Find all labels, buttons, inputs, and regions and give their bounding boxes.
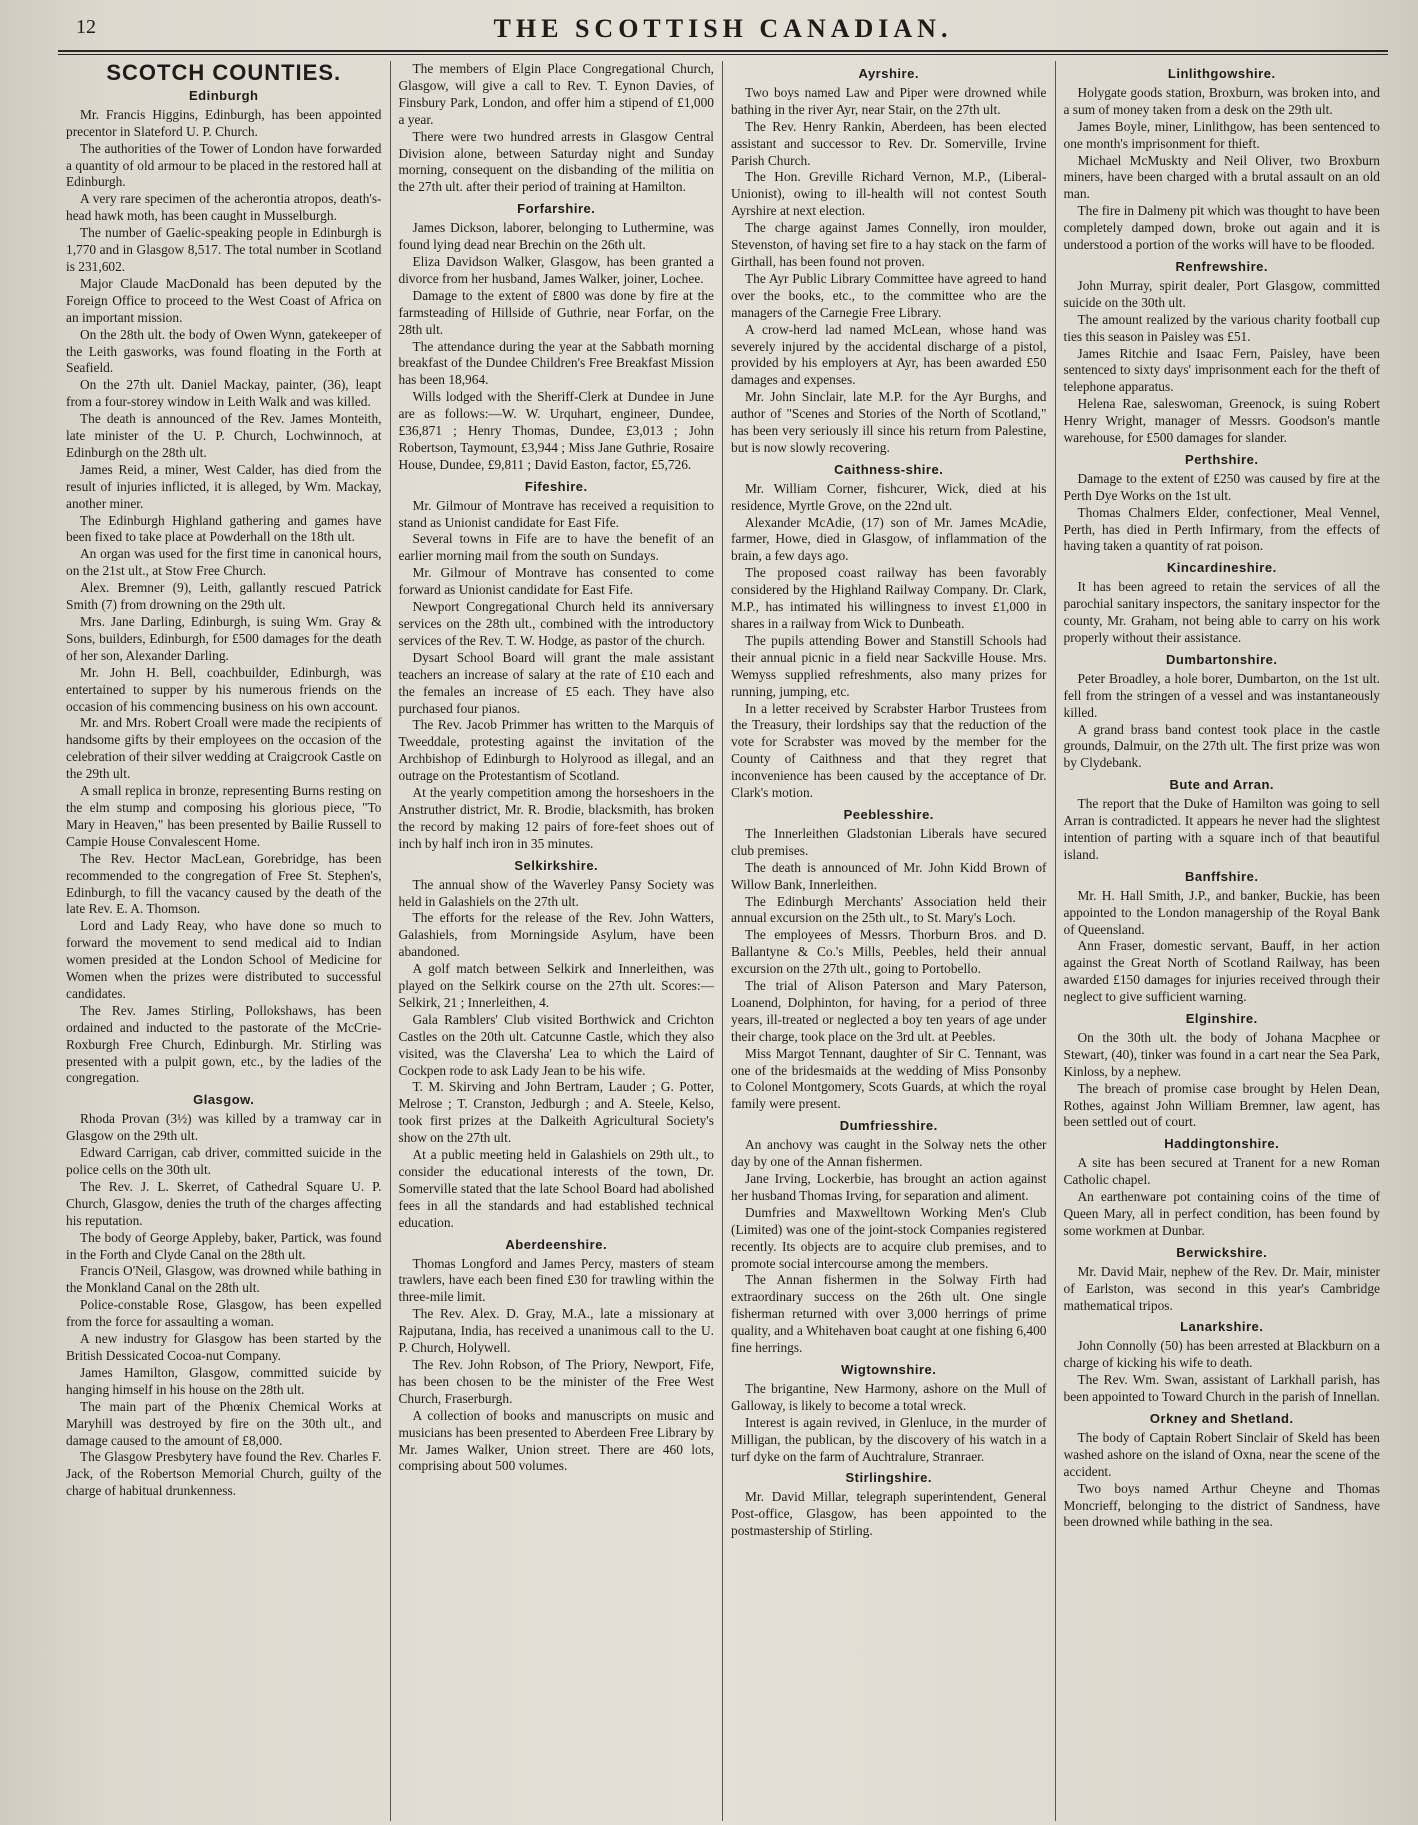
news-item: James Reid, a miner, West Calder, has died from the result of injuries inflicted, it is alleged, by Wm. Mackay, another miner. xyxy=(66,461,382,511)
news-item: The Innerleithen Gladstonian Liberals have secured club premises. xyxy=(731,825,1047,858)
news-item: Police-constable Rose, Glasgow, has been expelled from the force for assaulting a woman. xyxy=(66,1297,382,1330)
news-item: The number of Gaelic-speaking people in Edinburgh is 1,770 and in Glasgow 8,517. The total number in Scotland is 231,602. xyxy=(66,225,382,274)
news-item: The death is announced of Mr. John Kidd Brown of Willow Bank, Innerleithen. xyxy=(731,859,1047,892)
news-item: Mr. David Millar, telegraph superintendent, General Post-office, Glasgow, has been appointed to the postmastership of Stirling. xyxy=(731,1489,1047,1539)
news-item: Mr. David Mair, nephew of the Rev. Dr. Mair, minister of Earlston, was second in this year's Cambridge mathematical tripos. xyxy=(1063,1263,1380,1313)
news-item: Mr. and Mrs. Robert Croall were made the recipients of handsome gifts by their employees on the occasion of the celebration of their silver wedding at Craigcrook Castle on the 29th ult. xyxy=(66,715,382,782)
county-heading: Haddingtonshire. xyxy=(1164,1136,1280,1152)
news-item: The authorities of the Tower of London have forwarded a quantity of old armour to be placed in the restored hall at Edinburgh. xyxy=(66,140,382,190)
news-item: Francis O'Neil, Glasgow, was drowned while bathing in the Monkland Canal on the 28th ult. xyxy=(66,1263,382,1296)
news-item: A grand brass band contest took place in the castle grounds, Dalmuir, on the 27th ult. The first prize was won by Clydebank. xyxy=(1063,721,1380,771)
news-item: The efforts for the release of the Rev. John Watters, Galashiels, from Morningside Asylum, have been abandoned. xyxy=(398,910,714,960)
news-item: Interest is again revived, in Glenluce, in the murder of Milligan, the publican, by the discovery of his watch in a turf dyke on the farm of Auchtralure, Stranraer. xyxy=(731,1414,1047,1464)
county-heading: Bute and Arran. xyxy=(1169,777,1275,793)
news-item: The Rev. Hector MacLean, Gorebridge, has been recommended to the congregation of Free St. Stephen's, Edinburgh, to fill the vacancy caused by the death of the late Rev. E. A. Thomson. xyxy=(66,850,382,917)
news-item: A small replica in bronze, representing Burns resting on the elm stump and composing his glorious piece, "To Mary in Heaven," has been presented by Bailie Russell to Campie House Convalescent Home. xyxy=(66,783,382,849)
news-item: John Connolly (50) has been arrested at Blackburn on a charge of kicking his wife to death. xyxy=(1063,1338,1380,1371)
news-item: The annual show of the Waverley Pansy Society was held in Galashiels on the 27th ult. xyxy=(398,876,714,909)
news-item: The Rev. Alex. D. Gray, M.A., late a missionary at Rajputana, India, has received a unanimous call to the U. P. Church, Holywell. xyxy=(398,1306,714,1356)
news-item: The report that the Duke of Hamilton was going to sell Arran is contradicted. It appears he never had the slightest intention of parting with a square inch of that beautiful island. xyxy=(1063,796,1380,862)
news-item: A collection of books and manuscripts on music and musicians has been presented to Aberdeen Free Library by Mr. James Walker, Union street. There are 460 lots, comprising about 500 volumes. xyxy=(398,1407,714,1474)
county-heading: Banffshire. xyxy=(1185,868,1259,884)
news-item: The Rev. Jacob Primmer has written to the Marquis of Tweeddale, protesting against the invitation of the Archbishop of Edinburgh to Holyrood as illegal, and an outrage on the Protestantism of Scotland. xyxy=(398,717,714,784)
news-item: James Boyle, miner, Linlithgow, has been sentenced to one month's imprisonment for thieft. xyxy=(1063,118,1380,151)
news-item: The Glasgow Presbytery have found the Rev. Charles F. Jack, of the Robertson Memorial Church, guilty of the charge of habitual drunkenness. xyxy=(66,1449,382,1499)
news-item: Major Claude MacDonald has been deputed by the Foreign Office to proceed to the West Coast of Africa on an important mission. xyxy=(66,275,382,325)
news-item: At a public meeting held in Galashiels on 29th ult., to consider the educational interests of the town, Dr. Somerville stated that the late School Board had abolished fees in all the standards and had established technical education. xyxy=(398,1147,714,1230)
news-item: On the 28th ult. the body of Owen Wynn, gatekeeper of the Leith gasworks, was found floating in the Forth at Seafield. xyxy=(66,326,382,376)
county-heading: Renfrewshire. xyxy=(1175,258,1268,274)
news-item: Mr. H. Hall Smith, J.P., and banker, Buckie, has been appointed to the London managership of the Royal Bank of Queensland. xyxy=(1063,887,1380,937)
county-heading: Peeblesshire. xyxy=(843,806,934,822)
news-item: On the 27th ult. Daniel Mackay, painter, (36), leapt from a four-storey window in Leith Walk and was killed. xyxy=(66,377,382,410)
county-heading: Glasgow. xyxy=(193,1092,255,1108)
news-item: Eliza Davidson Walker, Glasgow, has been granted a divorce from her husband, James Walker, joiner, Lochee. xyxy=(398,253,714,286)
news-item: The brigantine, New Harmony, ashore on the Mull of Galloway, is likely to become a total wreck. xyxy=(731,1380,1047,1413)
news-item: Lord and Lady Reay, who have done so much to forward the movement to send medical aid to Indian women presided at the London School of Medicine for Women when the prizes were distributed to successful candidates. xyxy=(66,918,382,1001)
news-item: The Rev. James Stirling, Pollokshaws, has been ordained and inducted to the pastorate of the McCrie-Roxburgh Free Church, Edinburgh. Mr. Stirling was presented with a pulpit gown, etc., by the ladies of the congregation. xyxy=(66,1002,382,1086)
news-item: The main part of the Phœnix Chemical Works at Maryhill was destroyed by fire on the 30th ult., and damage caused to the amount of £8,000. xyxy=(66,1398,382,1448)
news-item: Ann Fraser, domestic servant, Bauff, in her action against the Great North of Scotland Railway, has been awarded £150 damages for injuries received through their neglect to give sufficient warning. xyxy=(1063,938,1380,1005)
news-item: A crow-herd lad named McLean, whose hand was severely injured by the accidental discharge of a pistol, provided by his employers at Ayr, has been awarded £50 damages and expenses. xyxy=(731,321,1047,388)
news-item: Damage to the extent of £800 was done by fire at the farmsteading of Hillside of Guthrie, near Forfar, on the 28th ult. xyxy=(398,287,714,337)
news-item: James Dickson, laborer, belonging to Luthermine, was found lying dead near Brechin on the 26th ult. xyxy=(398,220,714,253)
news-item: The pupils attending Bower and Stanstill Schools had their annual picnic in a field near Sackville House. Mrs. Wemyss supplied refreshments, also many prizes for running, jumping, etc. xyxy=(731,632,1047,699)
news-item: Thomas Longford and James Percy, masters of steam trawlers, have each been fined £30 for trawling within the three-mile limit. xyxy=(398,1255,714,1305)
news-item: Mrs. Jane Darling, Edinburgh, is suing Wm. Gray & Sons, builders, Edinburgh, for £500 damages for the death of her son, Alexander Darling. xyxy=(66,614,382,663)
news-item: The employees of Messrs. Thorburn Bros. and D. Ballantyne & Co.'s Mills, Peebles, held their annual excursion on the 27th ult., going to Portobello. xyxy=(731,927,1047,977)
news-item: It has been agreed to retain the services of all the parochial sanitary inspectors, the sanitary inspector for the county, Mr. Graham, not being able to carry on his work properly without their assistance. xyxy=(1063,579,1380,645)
news-item: James Hamilton, Glasgow, committed suicide by hanging himself in his house on the 28th ult. xyxy=(66,1364,382,1397)
news-item: Peter Broadley, a hole borer, Dumbarton, on the 1st ult. fell from the stringen of a vessel and was instantaneously killed. xyxy=(1063,670,1380,720)
news-item: Edward Carrigan, cab driver, committed suicide in the police cells on the 30th ult. xyxy=(66,1145,382,1177)
header-rule xyxy=(58,50,1388,55)
county-heading: Lanarkshire. xyxy=(1180,1319,1264,1335)
news-item: Mr. John H. Bell, coachbuilder, Edinburgh, was entertained to supper by his numerous friends on the occasion of his commencing business on his own account. xyxy=(66,664,382,714)
news-item: The charge against James Connelly, iron moulder, Stevenston, of having set fire to a hay stack on the farm of Girthall, has been found not proven. xyxy=(731,220,1047,269)
county-heading: Dumbartonshire. xyxy=(1165,651,1278,667)
news-item: Rhoda Provan (3½) was killed by a tramway car in Glasgow on the 29th ult. xyxy=(66,1111,382,1144)
news-item: At the yearly competition among the horseshoers in the Anstruther district, Mr. R. Brodie, blacksmith, has broken the record by making 12 pairs of fore-feet shoes out of inch by half inch iron in 35 minutes. xyxy=(398,785,714,851)
news-item: The amount realized by the various charity football cup ties this season in Paisley was £51. xyxy=(1063,311,1380,344)
column-2 xyxy=(391,61,724,1821)
news-item: The attendance during the year at the Sabbath morning breakfast of the Dundee Children's Free Breakfast Mission has been 18,964. xyxy=(398,338,714,388)
news-item: Dumfries and Maxwelltown Working Men's Club (Limited) was one of the joint-stock Companies registered recently. Its objects are to acquire club premises, and to promote social intercourse among the members. xyxy=(731,1204,1047,1271)
news-item: Several towns in Fife are to have the benefit of an earlier morning mail from the south on Sundays. xyxy=(398,531,714,564)
columns xyxy=(58,61,1388,1821)
news-item: Mr. John Sinclair, late M.P. for the Ayr Burghs, and author of "Scenes and Stories of the North of Scotland," has been very seriously ill since his return from Palestine, but is now slowly recovering. xyxy=(731,389,1047,455)
news-item: The breach of promise case brought by Helen Dean, Rothes, against John William Bremner, law agent, has been settled out of court. xyxy=(1063,1080,1380,1130)
news-item: Two boys named Arthur Cheyne and Thomas Moncrieff, belonging to the district of Sandness, have been drowned while bathing in the sea. xyxy=(1063,1480,1380,1530)
news-item: An earthenware pot containing coins of the time of Queen Mary, all in perfect condition, has been found by some workmen at Dunbar. xyxy=(1063,1189,1380,1238)
news-item: Mr. Gilmour of Montrave has received a requisition to stand as Unionist candidate for East Fife. xyxy=(398,497,714,530)
county-heading: Elginshire. xyxy=(1185,1011,1258,1027)
news-item: On the 30th ult. the body of Johana Macphee or Stewart, (40), tinker was found in a cart near the Sea Park, Kinloss, by a nephew. xyxy=(1063,1029,1380,1079)
news-item: Jane Irving, Lockerbie, has brought an action against her husband Thomas Irving, for separation and aliment. xyxy=(731,1171,1047,1203)
news-item: Newport Congregational Church held its anniversary services on the 28th ult., combined with the introductory services of the Rev. T. W. Hodge, as pastor of the church. xyxy=(398,599,714,648)
county-heading: Linlithgowshire. xyxy=(1167,66,1276,81)
news-item: A new industry for Glasgow has been started by the British Dessicated Cocoa-nut Company. xyxy=(66,1331,382,1363)
county-heading: Caithness-shire. xyxy=(834,461,944,477)
county-heading: Berwickshire. xyxy=(1176,1244,1268,1260)
news-item: A site has been secured at Tranent for a new Roman Catholic chapel. xyxy=(1063,1155,1380,1188)
news-item: The Hon. Greville Richard Vernon, M.P., (Liberal-Unionist), owing to ill-health will not contest South Ayrshire at next election. xyxy=(731,169,1047,219)
county-heading: Wigtownshire. xyxy=(841,1361,937,1377)
news-item: The Annan fishermen in the Solway Firth had extraordinary success on the 26th ult. One single fisherman returned with over 3,000 herrings of prime quality, and a Whitehaven boat caught at one fishing 6,400 fine herrings. xyxy=(731,1272,1047,1356)
column-4 xyxy=(1056,61,1389,1821)
news-item: Damage to the extent of £250 was caused by fire at the Perth Dye Works on the 1st ult. xyxy=(1063,470,1380,503)
paper-title: THE SCOTTISH CANADIAN. xyxy=(493,14,953,43)
news-item: Mr. Gilmour of Montrave has consented to come forward as Unionist candidate for East Fife. xyxy=(398,565,714,598)
page-number: 12 xyxy=(76,16,96,38)
news-item: A golf match between Selkirk and Innerleithen, was played on the Selkirk course on the 27th ult. Scores:—Selkirk, 21 ; Innerleithen, 4. xyxy=(398,961,714,1010)
news-item: Michael McMuskty and Neil Oliver, two Broxburn miners, have been charged with a brutal assault on an old man. xyxy=(1063,152,1380,202)
news-item: The Edinburgh Highland gathering and games have been fixed to take place at Powderhall on the 18th ult. xyxy=(66,512,382,545)
news-item: An anchovy was caught in the Solway nets the other day by one of the Annan fishermen. xyxy=(731,1137,1047,1170)
news-item: The body of Captain Robert Sinclair of Skeld has been washed ashore on the island of Oxna, near the scene of the accident. xyxy=(1063,1429,1380,1479)
column-1 xyxy=(58,61,391,1821)
news-item: T. M. Skirving and John Bertram, Lauder ; G. Potter, Melrose ; T. Cranston, Jedburgh ; and A. Steele, Kelso, took first prizes at the Dalkeith Agricultural Society's show on the 27th ult. xyxy=(398,1079,714,1146)
news-item: The members of Elgin Place Congregational Church, Glasgow, will give a call to Rev. T. Eynon Davies, of Finsbury Park, London, and offer him a stipend of £1,000 a year. xyxy=(398,61,714,127)
news-item: The Rev. J. L. Skerret, of Cathedral Square U. P. Church, Glasgow, denies the truth of the charges affecting his reputation. xyxy=(66,1178,382,1228)
section-title: SCOTCH COUNTIES. xyxy=(106,61,342,85)
news-item: The Edinburgh Merchants' Association held their annual excursion on the 25th ult., to St. Mary's Loch. xyxy=(731,893,1047,926)
news-item: The Ayr Public Library Committee have agreed to hand over the books, etc., to the committee who are the managers of the Carnegie Free Library. xyxy=(731,270,1047,320)
news-item: Miss Margot Tennant, daughter of Sir C. Tennant, was one of the bridesmaids at the wedding of Miss Ponsonby to Colonel Montgomery, Scots Guards, at which the royal family were present. xyxy=(731,1045,1047,1112)
news-item: Thomas Chalmers Elder, confectioner, Meal Vennel, Perth, has died in Perth Infirmary, from the effects of having taken a quantity of rat poison. xyxy=(1063,504,1380,554)
county-heading: Selkirkshire. xyxy=(514,857,599,873)
news-item: James Ritchie and Isaac Fern, Paisley, have been sentenced to sixty days' imprisonment each for the theft of telephone apparatus. xyxy=(1063,345,1380,395)
county-heading: Ayrshire. xyxy=(858,66,919,81)
news-item: There were two hundred arrests in Glasgow Central Division alone, between Saturday night and Sunday morning, consequent on the disbanding of the militia on the 27th ult. after their period of training at Hamilton. xyxy=(398,128,714,195)
news-item: John Murray, spirit dealer, Port Glasgow, committed suicide on the 30th ult. xyxy=(1063,277,1380,310)
news-item: Helena Rae, saleswoman, Greenock, is suing Robert Henry Wright, manager of Messrs. Goodson's mantle warehouse, for £500 damages for slander. xyxy=(1063,396,1380,446)
news-item: An organ was used for the first time in canonical hours, on the 21st ult., at Stow Free Church. xyxy=(66,546,382,579)
news-item: The Rev. Henry Rankin, Aberdeen, has been elected assistant and successor to Rev. Dr. Somerville, Irvine Parish Church. xyxy=(731,118,1047,168)
news-item: Mr. Francis Higgins, Edinburgh, has been appointed precentor in Slateford U. P. Church. xyxy=(66,106,382,139)
county-heading: Orkney and Shetland. xyxy=(1149,1410,1294,1426)
news-item: The fire in Dalmeny pit which was thought to have been completely damped down, broke out again and it is understood a portion of the works will have to be flooded. xyxy=(1063,203,1380,253)
news-item: The Rev. John Robson, of The Priory, Newport, Fife, has been chosen to be the minister of the Free West Church, Fraserburgh. xyxy=(398,1356,714,1406)
county-heading: Aberdeenshire. xyxy=(505,1236,608,1252)
news-item: Two boys named Law and Piper were drowned while bathing in the river Ayr, near Stair, on the 27th ult. xyxy=(731,84,1047,117)
news-item: The Rev. Wm. Swan, assistant of Larkhall parish, has been appointed to Toward Church in the parish of Innellan. xyxy=(1063,1372,1380,1405)
news-item: Holygate goods station, Broxburn, was broken into, and a sum of money taken from a desk on the 29th ult. xyxy=(1063,84,1380,117)
news-item: In a letter received by Scrabster Harbor Trustees from the Treasury, their lordships say that the reduction of the vote for Scrabster was moved by the member for the County of Caithness and that they regret that inconvenience has been caused by the acceptance of Dr. Clark's motion. xyxy=(731,700,1047,801)
news-item: The proposed coast railway has been favorably considered by the Highland Railway Company. Dr. Clark, M.P., has intimated his willingness to invest £1,000 in shares in a railway from Wick to Dunbeath. xyxy=(731,565,1047,631)
news-item: The death is announced of the Rev. James Monteith, late minister of the U. P. Church, Lochwinnoch, at Edinburgh on the 28th ult. xyxy=(66,411,382,460)
county-heading: Stirlingshire. xyxy=(845,1470,932,1486)
masthead xyxy=(58,10,1388,48)
county-heading: Edinburgh xyxy=(189,87,259,103)
county-heading: Forfarshire. xyxy=(517,201,596,217)
county-heading: Perthshire. xyxy=(1185,451,1259,467)
county-heading: Kincardineshire. xyxy=(1166,560,1277,576)
county-heading: Dumfriesshire. xyxy=(839,1118,938,1134)
news-item: Alexander McAdie, (17) son of Mr. James McAdie, farmer, Howe, died in Glasgow, of inflammation of the brain, a few days ago. xyxy=(731,514,1047,564)
news-item: Wills lodged with the Sheriff-Clerk at Dundee in June are as follows:—W. W. Urquhart, engineer, Dundee, £36,871 ; Henry Thomas, Dundee, £3,013 ; John Robertson, Taymount, £3,944 ; Miss Jane Guthrie, Rosaire House, Dundee, £9,811 ; David Easton, factor, £5,726. xyxy=(398,389,714,472)
county-heading: Fifeshire. xyxy=(524,478,588,494)
news-item: Dysart School Board will grant the male assistant teachers an increase of salary at the rate of £10 each and the females an increase of £5 each. They have also purchased four pianos. xyxy=(398,649,714,716)
news-item: Alex. Bremner (9), Leith, gallantly rescued Patrick Smith (7) from drowning on the 29th ult. xyxy=(66,580,382,613)
news-item: The body of George Appleby, baker, Partick, was found in the Forth and Clyde Canal on the 28th ult. xyxy=(66,1229,382,1262)
news-item: Gala Ramblers' Club visited Borthwick and Crichton Castles on the 20th ult. Catcunne Castle, which they also visited, was the Claversha' Lea to which the Laird of Cockpen rode to ask Lady Jean to be his wife. xyxy=(398,1011,714,1078)
news-item: Mr. William Corner, fishcurer, Wick, died at his residence, Myrtle Grove, on the 22nd ult. xyxy=(731,480,1047,513)
news-item: A very rare specimen of the acherontia atropos, death's-head hawk moth, has been caught in Musselburgh. xyxy=(66,191,382,224)
column-3 xyxy=(723,61,1056,1821)
news-item: The trial of Alison Paterson and Mary Paterson, Loanend, Dolphinton, for having, for a period of three years, ill-treated or neglected a boy ten years of age under their charge, took place on the 3rd ult. at Peebles. xyxy=(731,978,1047,1044)
